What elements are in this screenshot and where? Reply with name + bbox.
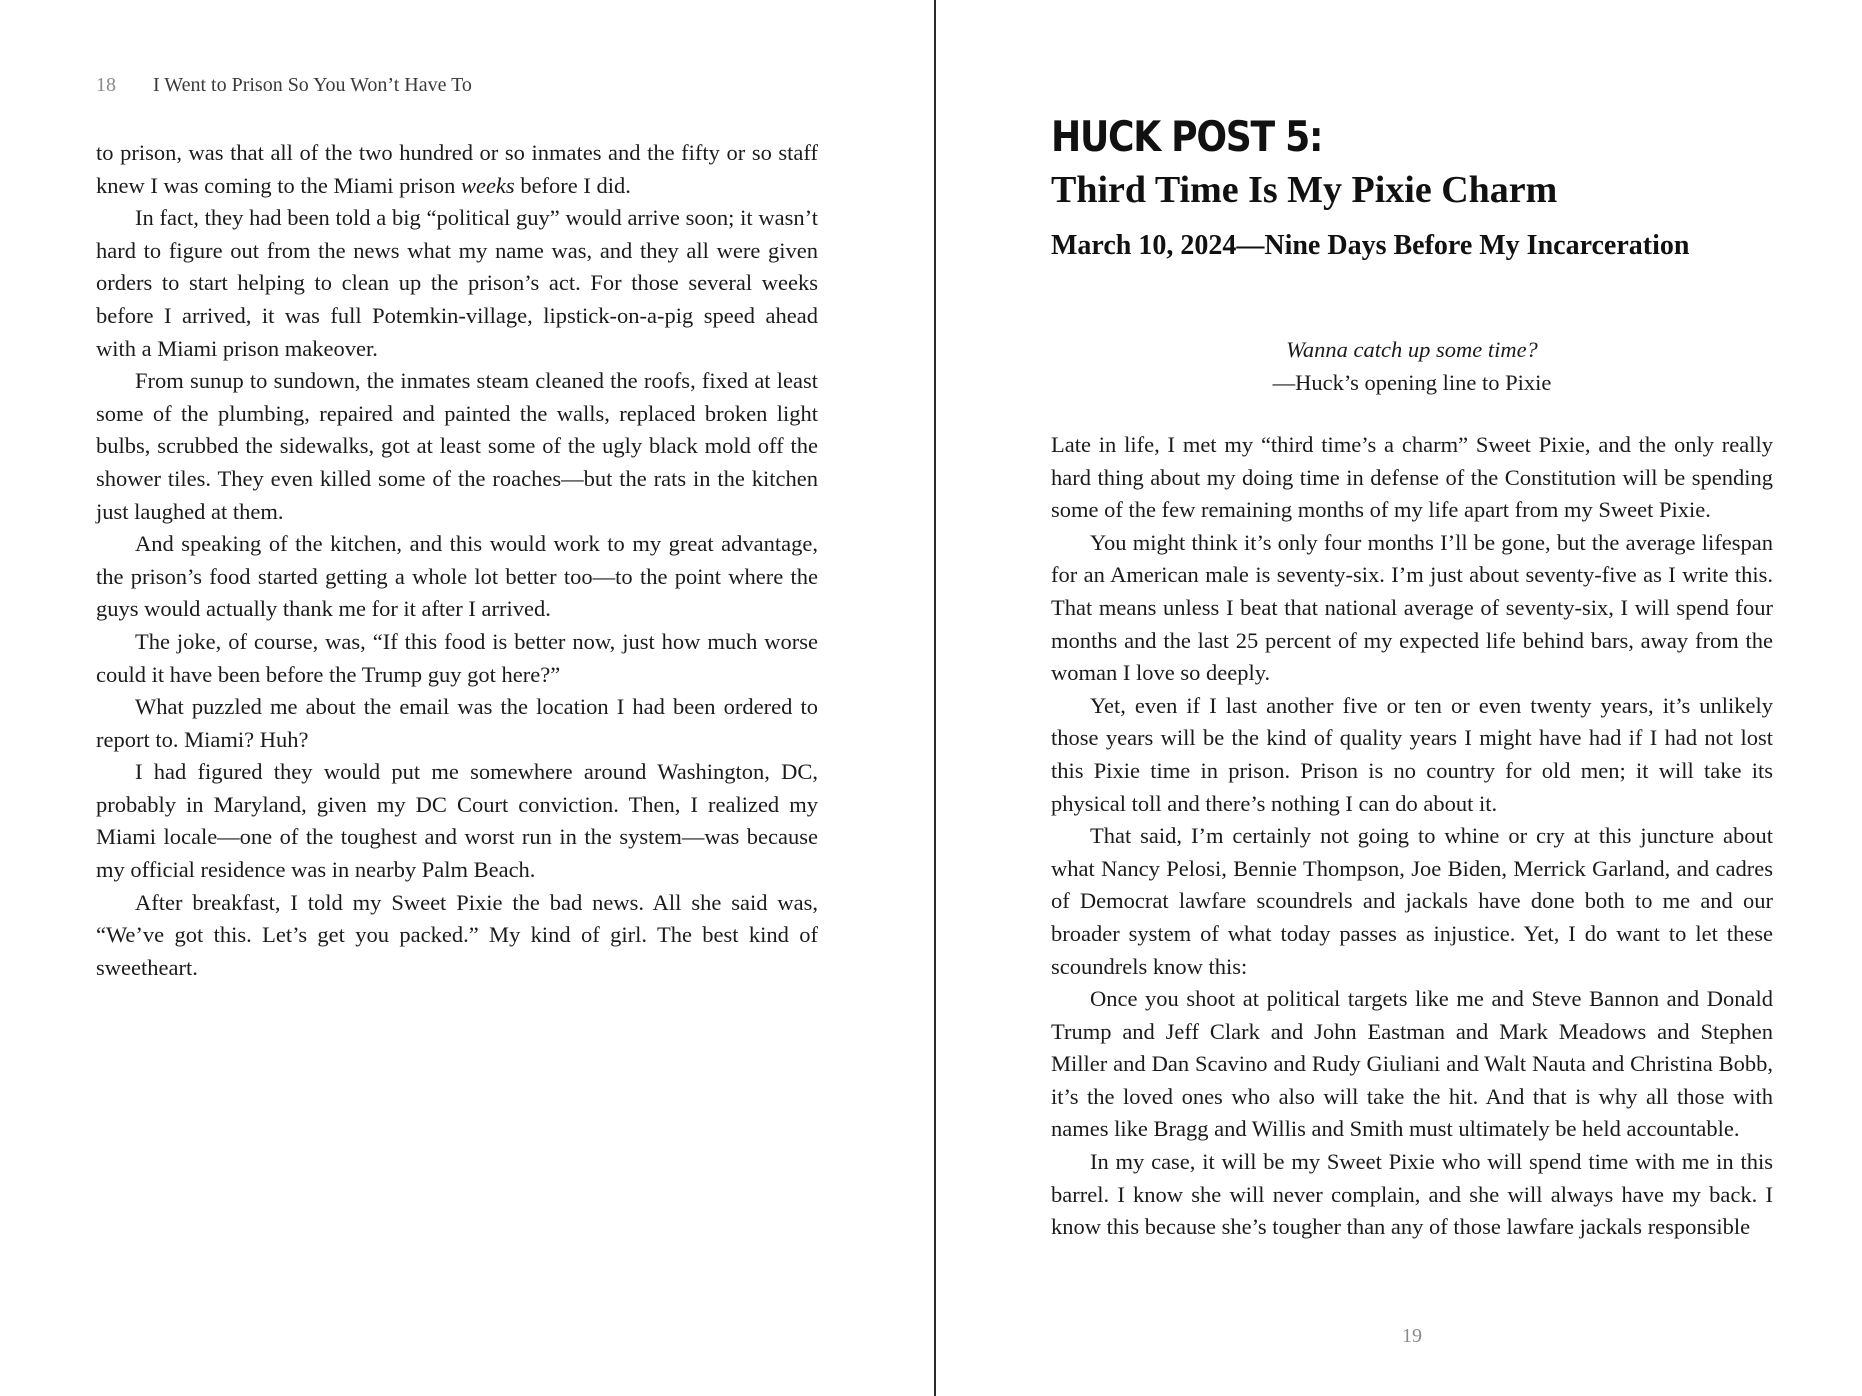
paragraph: That said, I’m certainly not going to whine or cry at this juncture about what Nancy Pelosi, Bennie Thompson, Joe Biden, Merrick Garland, and cadres of Democrat lawfare scoundrels and jackals have done both to me and our broader system of what today passes as injustice. Yet, I do want to let these scoundrels know this: [1051, 823, 1773, 979]
paragraph: I had figured they would put me somewhere around Washington, DC, probably in Maryland, given my DC Court conviction. Then, I realized my Miami locale—one of the toughest and worst run in the system—was because my official residence was in nearby Palm Beach. [96, 759, 818, 883]
paragraph [96, 137, 818, 202]
paragraph: In fact, they had been told a big “political guy” would arrive soon; it wasn’t hard to figure out from the news what my name was, and they all were given orders to start helping to clean up the prison’s act. For those several weeks before I arrived, it was full Potemkin-village, lipstick-on-a-pig speed ahead with a Miami prison makeover. [96, 205, 818, 361]
right-page-number: 19 [1402, 1325, 1422, 1347]
paragraph: In my case, it will be my Sweet Pixie who will spend time with me in this barrel. I know she will never complain, and she will always have my back. I know this because she’s tougher than any of those lawfare jackals responsible [1051, 1149, 1773, 1240]
paragraph: From sunup to sundown, the inmates steam cleaned the roofs, fixed at least some of the plumbing, repaired and painted the walls, replaced broken light bulbs, scrubbed the sidewalks, got at least some of the ugly black mold off the shower tiles. They even killed some of the roaches—but the rats in the kitchen just laughed at them. [96, 368, 818, 524]
paragraph: After breakfast, I told my Sweet Pixie the bad news. All she said was, “We’ve got this. Let’s get you packed.” My kind of girl. The best kind of sweetheart. [96, 889, 818, 980]
paragraph-text: before I did. [514, 172, 631, 198]
right-page [937, 0, 1862, 1396]
running-head [96, 74, 472, 97]
paragraph: Yet, even if I last another five or ten or even twenty years, it’s unlikely those years will be the kind of quality years I might have had if I had not lost this Pixie time in prison. Prison is no country for old men; it will take its physical toll and there’s nothing I can do about it. [1051, 692, 1773, 816]
left-page-number: 18 [96, 74, 116, 96]
chapter-date: March 10, 2024—Nine Days Before My Incarceration [1051, 230, 1690, 261]
paragraph-text: to prison, was that all of the two hundred or so inmates and the fifty or so staff knew I was coming to the Miami prison [96, 140, 818, 198]
paragraph: You might think it’s only four months I’ll be gone, but the average lifespan for an American male is seventy-six. I’m just about seventy-five as I write this. That means unless I beat that national average of seventy-six, I will spend four months and the last 25 percent of my expected life behind bars, away from the woman I love so deeply. [1051, 529, 1773, 686]
left-body-text [96, 137, 818, 984]
page-gutter-divider [934, 0, 936, 1396]
running-head-title: I Went to Prison So You Won’t Have To [153, 74, 472, 96]
epigraph [1051, 333, 1773, 399]
epigraph-attribution: —Huck’s opening line to Pixie [1272, 370, 1552, 395]
paragraph: What puzzled me about the email was the location I had been ordered to report to. Miami? Huh? [96, 694, 818, 752]
paragraph: Once you shoot at political targets like me and Steve Bannon and Donald Trump and Jeff Clark and John Eastman and Mark Meadows and Stephen Miller and Dan Scavino and Rudy Giuliani and Walt Nauta and Christina Bobb, it’s the loved ones who also will take the hit. And that is why all those with names like Bragg and Willis and Smith must ultimately be held accountable. [1051, 986, 1773, 1142]
paragraph: The joke, of course, was, “If this food is better now, just how much worse could it have been before the Trump guy got here?” [96, 628, 818, 687]
paragraph: And speaking of the kitchen, and this would work to my great advantage, the prison’s food started getting a whole lot better too—to the point where the guys would actually thank me for it after I arrived. [96, 531, 818, 622]
chapter-title: Third Time Is My Pixie Charm [1051, 169, 1558, 211]
emphasis-text: weeks [460, 172, 515, 198]
chapter-label: HUCK POST 5: [1051, 112, 1323, 161]
paragraph: Late in life, I met my “third time’s a charm” Sweet Pixie, and the only really hard thing about my doing time in defense of the Constitution will be spending some of the few remaining months of my life apart from my Sweet Pixie. [1051, 432, 1773, 523]
epigraph-quote: Wanna catch up some time? [1286, 337, 1538, 362]
right-body-text [1051, 429, 1773, 1244]
